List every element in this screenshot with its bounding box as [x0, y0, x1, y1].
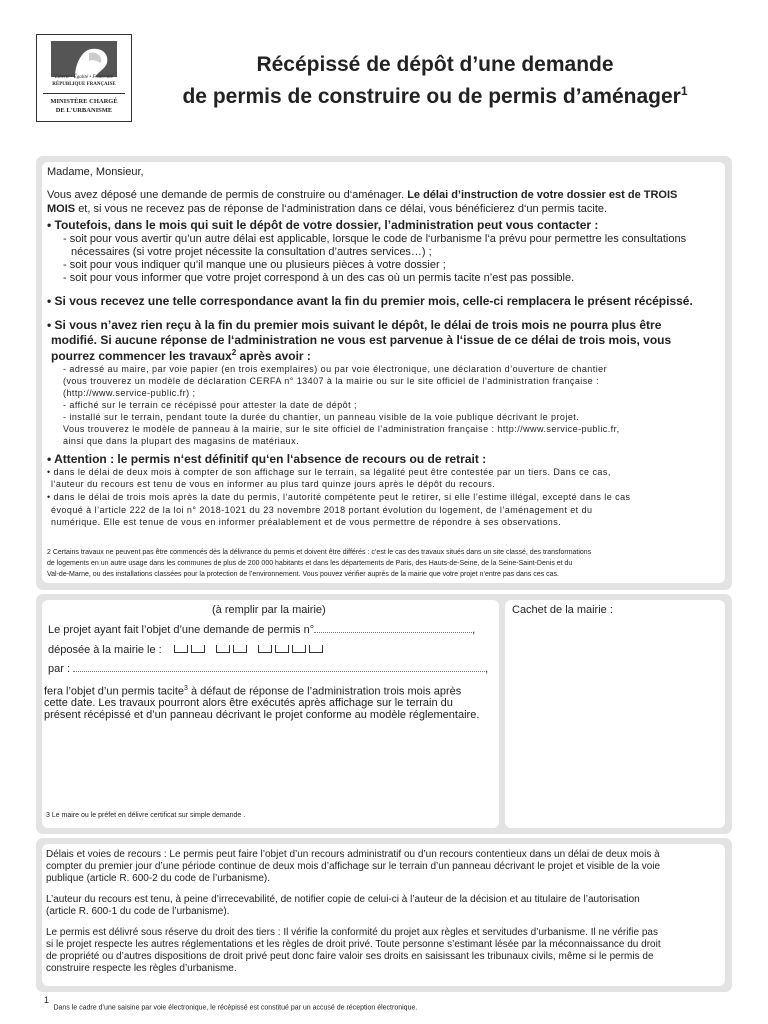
marianne-icon	[51, 41, 117, 77]
attention-item: • dans le délai de trois mois après la date du permis, l‘autorité compétente peut le retirer, si elle l’estime illégal, excepté dans le cas	[47, 492, 631, 502]
page-title-line2-text: de permis de construire ou de permis d’aménager	[182, 85, 681, 108]
marianne-logo	[36, 34, 132, 122]
works-item: - adressé au maire, par voie papier (en trois exemplaires) ou par voie électronique, une déclaration d’ouverture de chantier	[63, 364, 608, 374]
works-item: (http://www.service-public.fr) ;	[63, 388, 196, 398]
recours-p2-line: (article R. 600-1 du code de l’urbanisme).	[46, 906, 230, 917]
intro-line2	[47, 203, 607, 215]
date-cell	[258, 645, 272, 653]
stamp-label: Cachet de la mairie :	[512, 604, 613, 616]
logo-divider	[43, 93, 125, 94]
logo-ministry-line1: MINISTÈRE CHARGÉ	[50, 98, 118, 105]
intro-deadline: Le délai d’instruction de votre dossier est de TROIS	[407, 189, 678, 201]
tacit-text-end: à défaut de réponse de l’administration trois mois après	[187, 685, 462, 698]
salutation: Madame, Monsieur,	[47, 166, 144, 178]
attention-item: numérique. Elle est tenue de vous en informer préalablement et de vous permettre de répondre à ses observations.	[51, 517, 562, 527]
works-item: (vous trouverez un modèle de déclaration CERFA n° 13407 à la mairie ou sur le site officiel de l’administration française :	[63, 376, 600, 386]
tacit-line1	[44, 685, 461, 698]
contact-item: - soit pour vous informer que votre projet correspond à un des cas où un permis tacite n’est pas possible.	[63, 272, 575, 284]
footnote1	[44, 995, 417, 1014]
intro-line2-text: et, si vous ne recevez pas de réponse de l‘administration dans ce délai, vous bénéficierez d‘un permis tacite.	[78, 203, 608, 215]
page-title-line2	[140, 78, 730, 110]
intro-months: MOIS	[47, 203, 76, 215]
tacit-line2: cette date. Les travaux pourront alors être exécutés après affichage sur le terrain du	[44, 697, 453, 709]
permit-number-row: Le projet ayant fait l’objet d’une demande de permis n° ,	[48, 624, 476, 636]
date-cell	[174, 645, 188, 653]
footnote1-text: Dans le cadre d’une saisine par voie électronique, le récépissé est constitué par un accusé de réception électronique.	[53, 1004, 418, 1012]
works-item: - installé sur le terrain, pendant toute la durée du chantier, un panneau visible de la voie publique décrivant le projet.	[63, 412, 580, 422]
section-no-reply-line2: modifié. Si aucune réponse de l‘administration ne vous est parvenue à l‘issue de ce délai de trois mois, vous	[51, 333, 672, 347]
contact-item: - soit pour vous avertir qu’un autre délai est applicable, lorsque le code de l‘urbanisme l‘a prévu pour permettre les consultations	[63, 233, 687, 245]
date-cell	[292, 645, 306, 653]
recours-p1-line: compter du premier jour d’une période continue de deux mois d’affichage sur le terrain d’un panneau décrivant le projet et visible de la voie	[46, 861, 661, 872]
intro-line1	[47, 189, 677, 201]
date-cell	[216, 645, 230, 653]
applicant-row: par : ,	[48, 663, 489, 675]
section-correspondence-heading: • Si vous recevez une telle correspondance avant la fin du premier mois, celle-ci remplacera le présent récépissé.	[47, 294, 693, 308]
form-header: (à remplir par la mairie)	[212, 604, 326, 616]
recours-p2-line: L’auteur du recours est tenu, à peine d’irrecevabilité, de notifier copie de celui-ci à l’auteur de la décision et au titulaire de l’autorisation	[46, 894, 640, 905]
attention-item: évoqué à l’article 222 de la loi n° 2018-1021 du 23 novembre 2018 portant évolution du logement, de l’aménagement et du	[51, 505, 593, 515]
date-cell	[191, 645, 205, 653]
works-item: ainsi que dans la plupart des magasins de matériaux.	[63, 436, 300, 446]
tacit-line3: présent récépissé et d’un panneau décrivant le projet conforme au modèle réglementaire.	[44, 709, 480, 721]
section-no-reply-line1: • Si vous n’avez rien reçu à la fin du premier mois suivant le dépôt, le délai de trois mois ne pourra plus être	[47, 318, 662, 332]
section-attention-heading: • Attention : le permis n‘est définitif qu‘en l‘absence de recours ou de retrait :	[47, 452, 487, 466]
recours-p3-line: de propriété ou d’autres dispositions de droit privé peut donc faire valoir ses droits en saisissant les tribunaux civils, même si le permis de	[46, 951, 654, 962]
footnote2-line: 2 Certains travaux ne peuvent pas être commencés dès la délivrance du permis et doivent être différés : c’est le cas des travaux situés dans un site classé, des transformations	[47, 549, 592, 556]
recours-p3-line: Le permis est délivré sous réserve du droit des tiers : Il vérifie la conformité du projet aux règles et servitudes d’urbanisme. Il ne vérifie pas	[46, 927, 658, 938]
contact-item: nécessaires (si votre projet nécessite la consultation d’autres services…) ;	[71, 246, 432, 258]
applicant-field[interactable]	[73, 663, 485, 672]
no-reply-after: après avoir :	[236, 349, 311, 363]
date-cell	[233, 645, 247, 653]
date-cell	[309, 645, 323, 653]
section-contact-heading: • Toutefois, dans le mois qui suit le dépôt de votre dossier, l’administration peut vous contacter :	[47, 218, 599, 232]
logo-ministry-line2: DE L'URBANISME	[55, 107, 113, 114]
footnote2-line: Val-de-Marne, ou des installations classées pour la protection de l’environnement. Vous pouvez vérifier auprès de la mairie que votre projet n’entre pas dans ces cas.	[47, 571, 559, 578]
page-title-line1: Récépissé de dépôt d’une demande	[256, 53, 614, 76]
recours-p3-line: construire respecte les règles d’urbanisme.	[46, 963, 237, 974]
permit-number-label: Le projet ayant fait l’objet d’une demande de permis n°	[48, 624, 315, 636]
footnote3-marker: 3	[184, 685, 188, 692]
tacit-text: fera l’objet d’un permis tacite	[44, 685, 185, 698]
section-no-reply-line3	[51, 348, 311, 363]
deposit-date-label: déposée à la mairie le :	[48, 644, 162, 656]
logo-ministry	[37, 97, 131, 115]
logo-motto: Liberté • Égalité • Fraternité	[55, 75, 113, 80]
mairie-stamp-box	[505, 600, 725, 828]
works-item: Vous trouverez le modèle de panneau à la mairie, sur le site officiel de l’administration française : http://www.service-public.fr,	[63, 424, 620, 434]
recours-p1-line: Délais et voies de recours : Le permis peut faire l’objet d’un recours administratif ou d’un recours contentieux dans un délai de deux mois à	[46, 849, 660, 860]
intro-line1-text: Vous avez déposé une demande de permis de construire ou d‘aménager.	[47, 189, 405, 201]
footnote2-line: de logements en un autre usage dans les communes de plus de 200 000 habitants et dans les départements de Paris, des Hauts-de-Seine, de la Seine-Saint-Denis et du	[47, 560, 573, 567]
works-item: - affiché sur le terrain ce récépissé pour attester la date de dépôt ;	[63, 400, 357, 410]
footnote1-number: 1	[44, 995, 50, 1005]
date-cell	[275, 645, 289, 653]
permit-number-field[interactable]	[314, 624, 472, 633]
attention-item: l‘auteur du recours est tenu de vous en informer au plus tard quinze jours après le dépôt du recours.	[51, 479, 496, 489]
attention-item: • dans le délai de deux mois à compter de son affichage sur le terrain, sa légalité peut être contestée par un tiers. Dans ce cas,	[47, 467, 611, 477]
contact-item: - soit pour vous indiquer qu’il manque une ou plusieurs pièces à votre dossier ;	[63, 259, 446, 271]
footnote2-marker: 2	[231, 348, 237, 357]
logo-country: RÉPUBLIQUE FRANÇAISE	[52, 82, 116, 87]
recours-p3-line: si le projet respecte les autres réglementations et les règles de droit privé. Toute personne s’estimant lésée par la méconnaissance du droit	[46, 939, 661, 950]
no-reply-works: pourrez commencer les travaux	[51, 349, 232, 363]
footnote3: 3 Le maire ou le préfet en délivre certificat sur simple demande .	[46, 812, 246, 819]
applicant-label: par :	[48, 663, 71, 675]
title-footnote-marker: 1	[680, 84, 688, 98]
recours-p1-line: publique (article R. 600-2 du code de l’urbanisme).	[46, 873, 271, 884]
